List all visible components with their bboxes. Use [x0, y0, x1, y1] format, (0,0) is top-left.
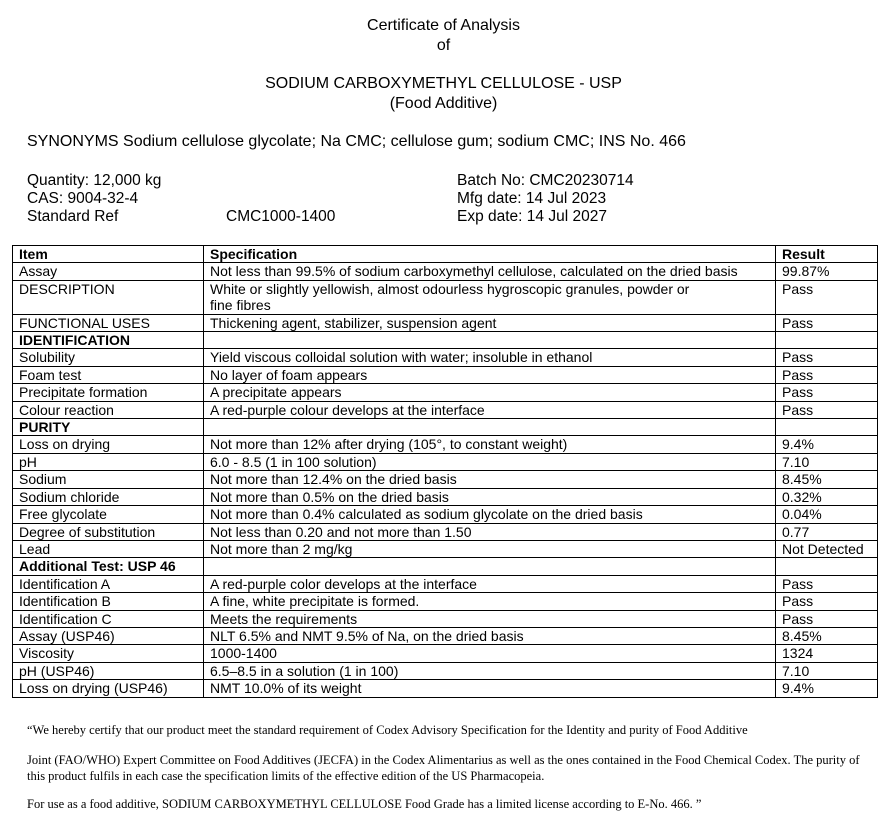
table-row — [13, 488, 878, 505]
result-cell: 9.4% — [776, 436, 878, 453]
table-row — [13, 593, 878, 610]
result-cell: Not Detected — [776, 540, 878, 557]
result-cell: 99.87% — [776, 263, 878, 280]
specification-cell: Not less than 0.20 and not more than 1.50 — [204, 523, 776, 540]
specification-cell: Not less than 99.5% of sodium carboxymethyl cellulose, calculated on the dried basis — [204, 263, 776, 280]
specification-cell: A red-purple colour develops at the interface — [204, 401, 776, 418]
result-cell: 0.77 — [776, 523, 878, 540]
item-cell: PURITY — [13, 419, 204, 436]
table-row — [13, 366, 878, 383]
result-cell: Pass — [776, 401, 878, 418]
quantity: Quantity: 12,000 kg — [27, 172, 162, 189]
standard-ref-label: Standard Ref — [27, 208, 119, 225]
header-result: Result — [776, 246, 878, 263]
result-cell: 8.45% — [776, 627, 878, 644]
result-cell — [776, 419, 878, 436]
item-cell: FUNCTIONAL USES — [13, 314, 204, 331]
result-cell: Pass — [776, 366, 878, 383]
item-cell: Viscosity — [13, 645, 204, 662]
result-cell: 8.45% — [776, 471, 878, 488]
table-row — [13, 436, 878, 453]
item-cell: Assay (USP46) — [13, 627, 204, 644]
synonyms: SYNONYMS Sodium cellulose glycolate; Na CMC; cellulose gum; sodium CMC; INS No. 466 — [27, 133, 686, 150]
specification-cell — [204, 419, 776, 436]
item-cell: IDENTIFICATION — [13, 332, 204, 349]
table-row — [13, 280, 878, 314]
table-row — [13, 540, 878, 557]
header-item: Item — [13, 246, 204, 263]
result-cell: Pass — [776, 575, 878, 592]
specification-cell: Yield viscous colloidal solution with water; insoluble in ethanol — [204, 349, 776, 366]
result-cell: 9.4% — [776, 680, 878, 697]
item-cell: DESCRIPTION — [13, 280, 204, 314]
result-cell: 0.32% — [776, 488, 878, 505]
section-row — [13, 332, 878, 349]
item-cell: Assay — [13, 263, 204, 280]
table-row — [13, 401, 878, 418]
specification-cell: A red-purple color develops at the interface — [204, 575, 776, 592]
item-cell: Identification C — [13, 610, 204, 627]
item-cell: Solubility — [13, 349, 204, 366]
table-row — [13, 506, 878, 523]
specification-cell: 1000-1400 — [204, 645, 776, 662]
result-cell — [776, 558, 878, 575]
specification-cell: White or slightly yellowish, almost odourless hygroscopic granules, powder or fine fibres — [204, 280, 776, 314]
item-cell: pH — [13, 453, 204, 470]
table-header-row — [13, 246, 878, 263]
specification-cell: Not more than 2 mg/kg — [204, 540, 776, 557]
section-row — [13, 419, 878, 436]
specification-cell: 6.5–8.5 in a solution (1 in 100) — [204, 662, 776, 679]
table-row — [13, 349, 878, 366]
specification-cell: A fine, white precipitate is formed. — [204, 593, 776, 610]
specification-cell: Not more than 12.4% on the dried basis — [204, 471, 776, 488]
header-specification: Specification — [204, 246, 776, 263]
table-row — [13, 471, 878, 488]
item-cell: Identification B — [13, 593, 204, 610]
item-cell: Free glycolate — [13, 506, 204, 523]
jecfa-statement: Joint (FAO/WHO) Expert Committee on Food Additives (JECFA) in the Codex Alimentarius as well as the ones contained in the Food Chemical Codex. The purity of this product fulfils in each case the specification limits of the effective edition of the US Pharmacopeia. — [27, 753, 860, 783]
table-row — [13, 645, 878, 662]
item-cell: Precipitate formation — [13, 384, 204, 401]
item-cell: Sodium chloride — [13, 488, 204, 505]
specification-cell: A precipitate appears — [204, 384, 776, 401]
table-row — [13, 627, 878, 644]
result-cell: Pass — [776, 314, 878, 331]
item-cell: Foam test — [13, 366, 204, 383]
specification-cell: Not more than 12% after drying (105°, to constant weight) — [204, 436, 776, 453]
specification-cell: NMT 10.0% of its weight — [204, 680, 776, 697]
mfg-date: Mfg date: 14 Jul 2023 — [457, 190, 607, 207]
title-line1: Certificate of Analysis — [367, 17, 520, 34]
title-line2: of — [436, 37, 451, 54]
specification-cell: Thickening agent, stabilizer, suspension agent — [204, 314, 776, 331]
table-row — [13, 263, 878, 280]
table-row — [13, 523, 878, 540]
table-row — [13, 680, 878, 697]
specification-cell: Not more than 0.4% calculated as sodium glycolate on the dried basis — [204, 506, 776, 523]
item-cell: Degree of substitution — [13, 523, 204, 540]
result-cell: Pass — [776, 349, 878, 366]
table-row — [13, 384, 878, 401]
analysis-table — [12, 245, 878, 698]
specification-cell: NLT 6.5% and NMT 9.5% of Na, on the dried basis — [204, 627, 776, 644]
result-cell: Pass — [776, 280, 878, 314]
item-cell: Loss on drying (USP46) — [13, 680, 204, 697]
item-cell: pH (USP46) — [13, 662, 204, 679]
result-cell — [776, 332, 878, 349]
item-cell: Additional Test: USP 46 — [13, 558, 204, 575]
result-cell: Pass — [776, 593, 878, 610]
result-cell: 7.10 — [776, 662, 878, 679]
table-row — [13, 314, 878, 331]
result-cell: Pass — [776, 384, 878, 401]
license-statement: For use as a food additive, SODIUM CARBOXYMETHYL CELLULOSE Food Grade has a limited license according to E-No. 466. ” — [27, 797, 702, 811]
section-row — [13, 558, 878, 575]
table-row — [13, 453, 878, 470]
certification-statement: “We hereby certify that our product meet the standard requirement of Codex Advisory Specification for the Identity and purity of Food Additive — [27, 723, 748, 737]
result-cell: 1324 — [776, 645, 878, 662]
item-cell: Sodium — [13, 471, 204, 488]
item-cell: Identification A — [13, 575, 204, 592]
batch-number: Batch No: CMC20230714 — [457, 172, 634, 189]
specification-cell: Meets the requirements — [204, 610, 776, 627]
specification-cell — [204, 558, 776, 575]
specification-cell — [204, 332, 776, 349]
result-cell: 7.10 — [776, 453, 878, 470]
product-subtitle: (Food Additive) — [389, 95, 498, 112]
exp-date: Exp date: 14 Jul 2027 — [457, 208, 607, 225]
item-cell: Loss on drying — [13, 436, 204, 453]
result-cell: Pass — [776, 610, 878, 627]
specification-cell: Not more than 0.5% on the dried basis — [204, 488, 776, 505]
item-cell: Lead — [13, 540, 204, 557]
specification-cell: No layer of foam appears — [204, 366, 776, 383]
specification-cell: 6.0 - 8.5 (1 in 100 solution) — [204, 453, 776, 470]
table-row — [13, 662, 878, 679]
cas-number: CAS: 9004-32-4 — [27, 190, 139, 207]
table-row — [13, 575, 878, 592]
table-row — [13, 610, 878, 627]
product-name: SODIUM CARBOXYMETHYL CELLULOSE - USP — [265, 75, 622, 92]
result-cell: 0.04% — [776, 506, 878, 523]
item-cell: Colour reaction — [13, 401, 204, 418]
standard-ref-value: CMC1000-1400 — [226, 208, 336, 225]
